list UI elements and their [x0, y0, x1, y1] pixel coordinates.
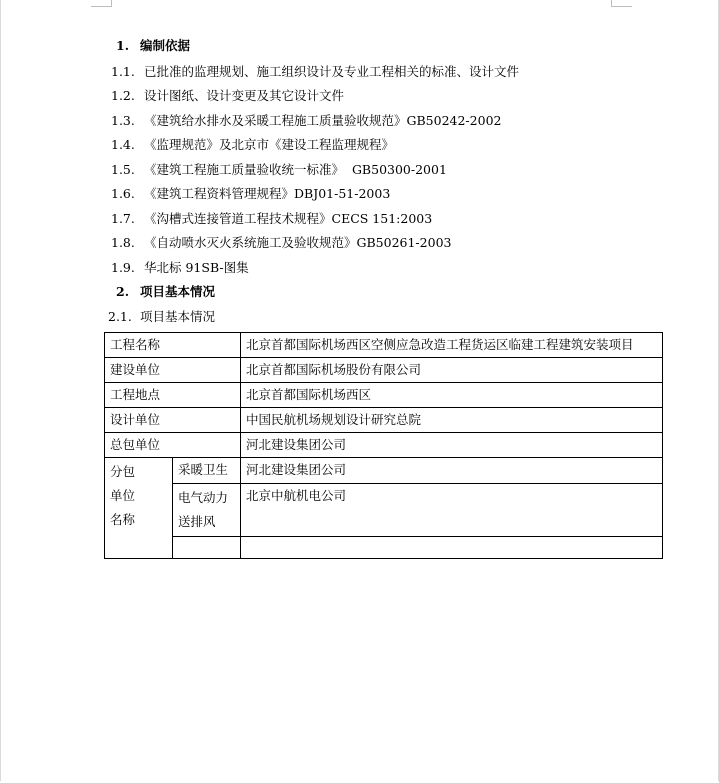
item-text: 《建筑给水排水及采暖工程施工质量验收规范》GB50242-2002: [144, 113, 502, 128]
item-number: 1.3.: [111, 113, 135, 128]
subcontractor-label-line: 单位: [110, 488, 136, 503]
subcontract-company: 北京中航机电公司: [241, 484, 663, 537]
project-info-table: [104, 332, 663, 559]
table-row: [105, 333, 663, 358]
item-number: 1.1.: [111, 64, 135, 79]
table-row: [105, 408, 663, 433]
row-label: 工程名称: [105, 333, 241, 358]
row-value: 北京首都国际机场西区: [241, 383, 663, 408]
subcontract-company: 河北建设集团公司: [241, 458, 663, 484]
item-number: 1.7.: [111, 211, 135, 226]
item-text: 华北标 91SB-图集: [144, 260, 249, 275]
subcontract-type: [173, 484, 241, 537]
item-number: 1.6.: [111, 186, 135, 201]
table-row: [105, 383, 663, 408]
section-title: 编制依据: [140, 38, 191, 53]
subcontract-company: [241, 537, 663, 559]
section-title: 项目基本情况: [140, 284, 216, 299]
crop-mark-top-right: [611, 0, 632, 7]
item-text: 《自动喷水灭火系统施工及验收规范》GB50261-2003: [144, 235, 452, 250]
subcontract-type-line: 送排风: [178, 514, 216, 529]
table-row: [105, 458, 663, 484]
subcontract-type-line: 电气动力: [178, 490, 229, 505]
row-label: 总包单位: [105, 433, 241, 458]
item-number: 1.8.: [111, 235, 135, 250]
subcontractor-label-line: 分包: [110, 464, 136, 479]
item-text: 《沟槽式连接管道工程技术规程》CECS 151:2003: [144, 211, 433, 226]
item-number: 1.5.: [111, 162, 135, 177]
subcontract-type: [173, 537, 241, 559]
row-label: 工程地点: [105, 383, 241, 408]
row-value: 北京首都国际机场西区空侧应急改造工程货运区临建工程建筑安装项目: [241, 333, 663, 358]
table-row: [105, 537, 663, 559]
item-number: 1.9.: [111, 260, 135, 275]
table-row: [105, 358, 663, 383]
subcontract-type: 采暖卫生: [173, 458, 241, 484]
subcontractor-label-line: 名称: [110, 512, 136, 527]
row-label: 建设单位: [105, 358, 241, 383]
item-text: 《建筑工程资料管理规程》DBJ01-51-2003: [144, 186, 391, 201]
item-text: 《建筑工程施工质量验收统一标准》 GB50300-2001: [144, 162, 447, 177]
crop-mark-top-left: [91, 0, 112, 7]
item-text: 已批准的监理规划、施工组织设计及专业工程相关的标准、设计文件: [144, 64, 520, 79]
table-row: [105, 433, 663, 458]
row-value: 中国民航机场规划设计研究总院: [241, 408, 663, 433]
item-number: 1.2.: [111, 88, 135, 103]
section-number: 2.: [116, 284, 130, 299]
row-label: 设计单位: [105, 408, 241, 433]
item-text: 设计图纸、设计变更及其它设计文件: [144, 88, 345, 103]
item-number: 1.4.: [111, 137, 135, 152]
subsection-title: 项目基本情况: [140, 309, 216, 324]
row-value: 河北建设集团公司: [241, 433, 663, 458]
item-text: 《监理规范》及北京市《建设工程监理规程》: [144, 137, 395, 152]
subsection-number: 2.1.: [108, 309, 132, 324]
subcontractor-label-cell: [105, 458, 173, 559]
section-number: 1.: [116, 38, 130, 53]
table-row: [105, 484, 663, 537]
row-value: 北京首都国际机场股份有限公司: [241, 358, 663, 383]
